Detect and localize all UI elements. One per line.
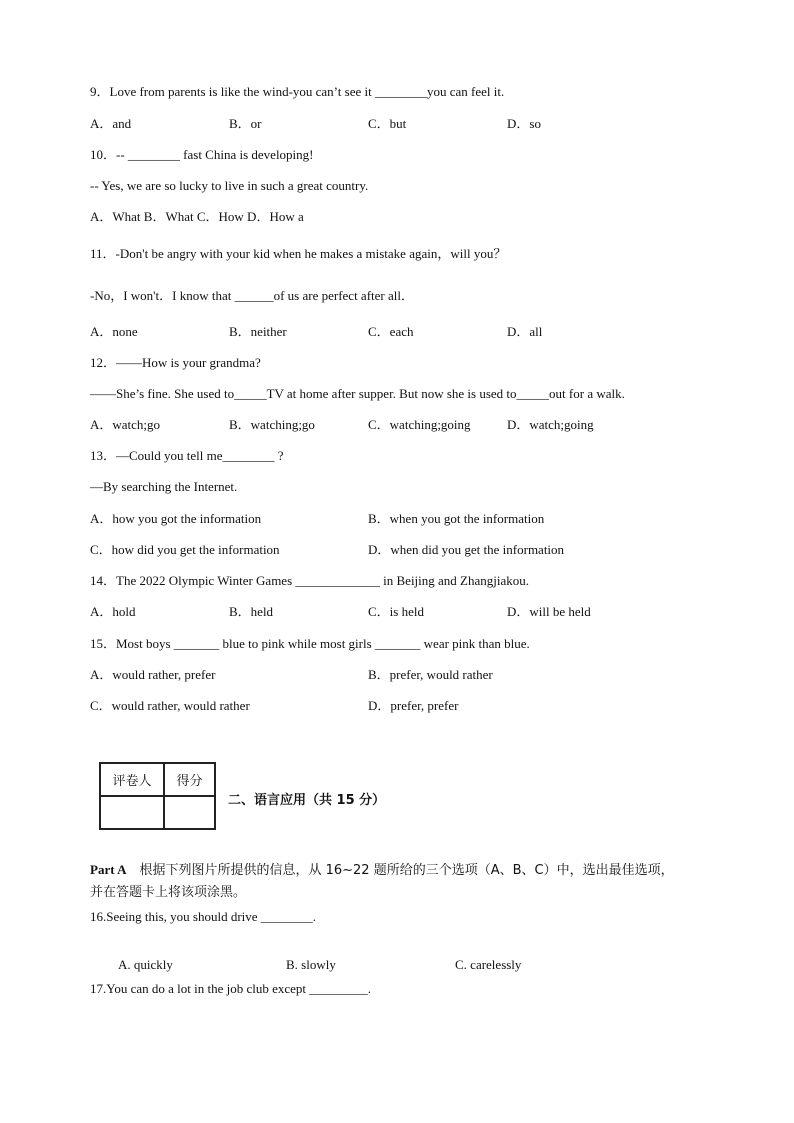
grader-cell[interactable] — [100, 796, 164, 829]
q12-option-d[interactable]: D．watch;going — [507, 417, 594, 432]
q16-option-b[interactable]: B. slowly — [286, 957, 336, 972]
q13-option-c[interactable]: C．how did you get the information — [90, 542, 280, 557]
q13-option-a[interactable]: A．how you got the information — [90, 511, 262, 526]
question-11-stem: 11．-Don't be angry with your kid when he makes a mistake again，will you？ — [90, 246, 507, 261]
score-header: 得分 — [164, 763, 215, 796]
q9-option-b[interactable]: B．or — [229, 116, 262, 131]
q12-option-a[interactable]: A．watch;go — [90, 417, 161, 432]
q15-option-a[interactable]: A．would rather, prefer — [90, 667, 216, 682]
question-17-stem: 17.You can do a lot in the job club except _________. — [90, 981, 372, 996]
score-table — [99, 762, 216, 830]
q15-option-b[interactable]: B．prefer, would rather — [368, 667, 493, 682]
q11-option-c[interactable]: C．each — [368, 324, 414, 339]
q12-option-b[interactable]: B．watching;go — [229, 417, 315, 432]
q16-option-c[interactable]: C. carelessly — [455, 957, 522, 972]
question-9-stem: 9．Love from parents is like the wind-you can’t see it ________you can feel it. — [90, 84, 505, 99]
q11-option-d[interactable]: D．all — [507, 324, 543, 339]
question-12-response: ——She’s fine. She used to_____TV at home after supper. But now she is used to_____out for a walk. — [90, 386, 625, 401]
question-13-stem: 13．—Could you tell me________ ? — [90, 448, 284, 463]
q15-option-d[interactable]: D．prefer, prefer — [368, 698, 459, 713]
q10-options[interactable]: A．What B．What C．How D．How a — [90, 209, 304, 224]
q14-option-d[interactable]: D．will be held — [507, 604, 591, 619]
q11-option-a[interactable]: A．none — [90, 324, 138, 339]
section-title: 二、语言应用（共 15 分） — [228, 793, 386, 808]
part-a-instruction — [90, 862, 674, 879]
q14-option-b[interactable]: B．held — [229, 604, 274, 619]
question-13-response: —By searching the Internet. — [90, 479, 238, 494]
score-cell[interactable] — [164, 796, 215, 829]
q9-option-d[interactable]: D．so — [507, 116, 541, 131]
grader-header: 评卷人 — [100, 763, 164, 796]
part-a-instruction-line2: 并在答题卡上将该项涂黑。 — [90, 885, 247, 900]
question-14-stem: 14．The 2022 Olympic Winter Games _____________ in Beijing and Zhangjiakou. — [90, 573, 530, 588]
q13-option-d[interactable]: D．when did you get the information — [368, 542, 565, 557]
q16-option-a[interactable]: A. quickly — [118, 957, 173, 972]
q15-option-c[interactable]: C．would rather, would rather — [90, 698, 250, 713]
q14-option-a[interactable]: A．hold — [90, 604, 136, 619]
question-11-response: -No，I won't．I know that ______of us are perfect after all． — [90, 288, 414, 303]
part-a-instruction-text: 根据下列图片所提供的信息，从 16~22 题所给的三个选项（A、B、C）中，选出最佳选项， — [139, 863, 674, 878]
q12-option-c[interactable]: C．watching;going — [368, 417, 471, 432]
question-15-stem: 15．Most boys _______ blue to pink while most girls _______ wear pink than blue. — [90, 636, 530, 651]
question-16-stem: 16.Seeing this, you should drive ________. — [90, 909, 317, 924]
part-a-label: Part A — [90, 862, 127, 877]
q9-option-c[interactable]: C．but — [368, 116, 407, 131]
question-10-stem: 10．-- ________ fast China is developing! — [90, 147, 314, 162]
question-10-response: -- Yes, we are so lucky to live in such a great country. — [90, 178, 369, 193]
q13-option-b[interactable]: B．when you got the information — [368, 511, 545, 526]
question-12-stem: 12．——How is your grandma? — [90, 355, 261, 370]
q11-option-b[interactable]: B．neither — [229, 324, 287, 339]
q9-option-a[interactable]: A．and — [90, 116, 132, 131]
q14-option-c[interactable]: C．is held — [368, 604, 424, 619]
